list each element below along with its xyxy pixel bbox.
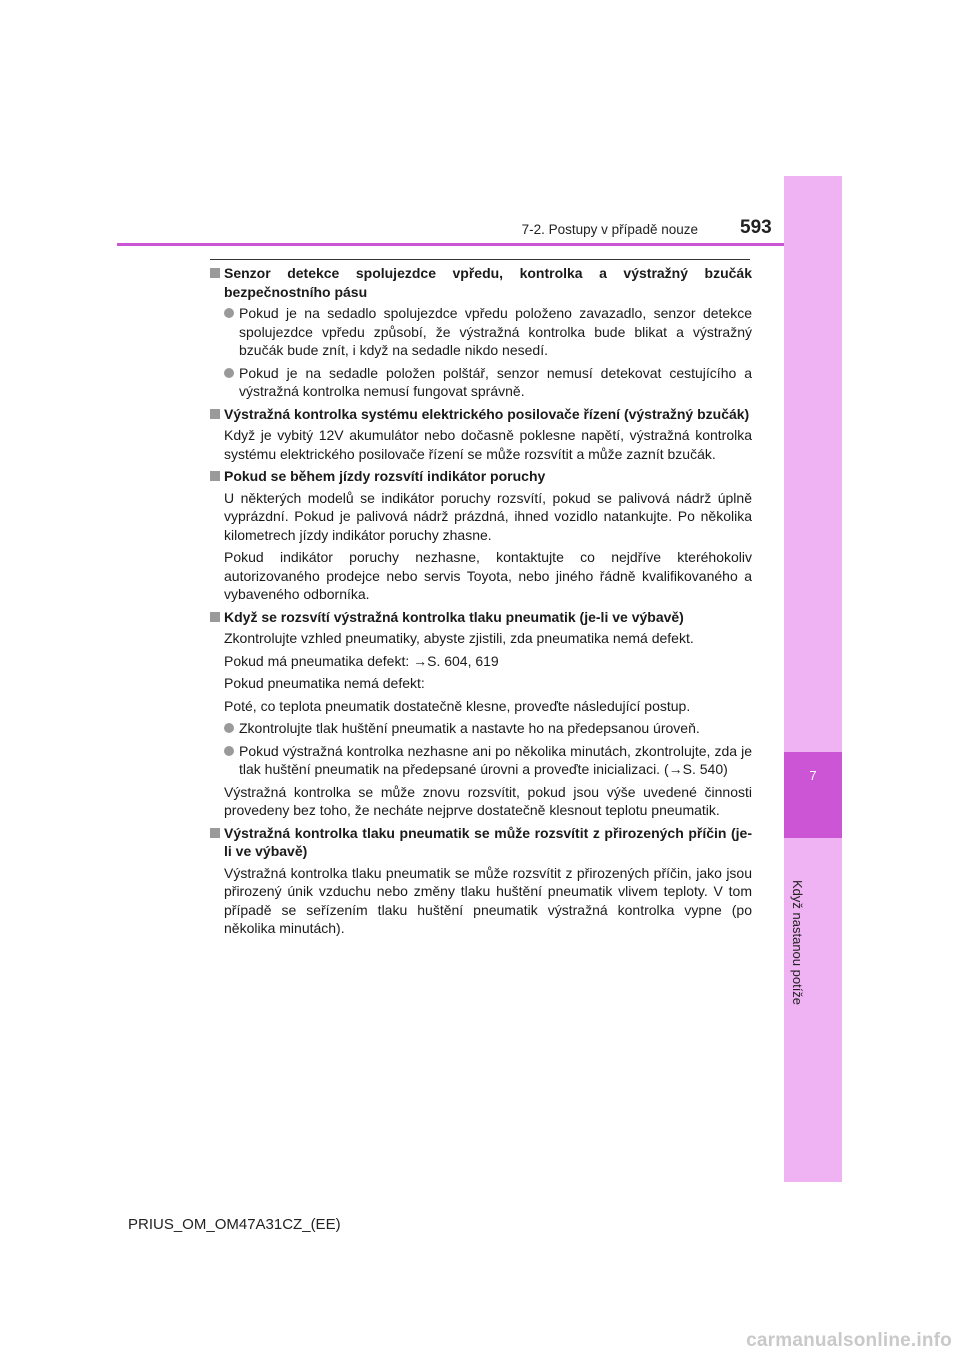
section-heading: Senzor detekce spolujezdce vpředu, kontrolka a výstražný bzučák bezpečnostního pásu [210, 264, 752, 301]
watermark: carmanualsonline.info [746, 1330, 952, 1351]
paragraph: Když je vybitý 12V akumulátor nebo dočasně poklesne napětí, výstražná kontrolka systému elektrického posilovače řízení se může rozsvítit a může zaznít bzučák. [224, 427, 752, 462]
page-number: 593 [740, 217, 772, 238]
header-rule [117, 243, 784, 246]
square-bullet-icon [210, 612, 220, 622]
square-bullet-icon [210, 471, 220, 481]
section-heading: Když se rozsvítí výstražná kontrolka tlaku pneumatik (je-li ve výbavě) [210, 608, 752, 627]
section-seatbelt-sensor [210, 264, 752, 401]
square-bullet-icon [210, 268, 220, 278]
section-heading: Pokud se během jízdy rozsvítí indikátor poruchy [210, 467, 752, 486]
bullet-item: Zkontrolujte tlak huštění pneumatik a nastavte ho na předepsanou úroveň. [210, 719, 752, 738]
paragraph: Pokud pneumatika nemá defekt: [224, 675, 425, 691]
square-bullet-icon [210, 828, 220, 838]
chapter-number: 7 [809, 768, 817, 783]
document-code: PRIUS_OM_OM47A31CZ_(EE) [128, 1216, 341, 1233]
chapter-active-marker [784, 752, 842, 838]
round-bullet-icon [224, 746, 234, 756]
section-title: 7-2. Postupy v případě nouze [521, 222, 698, 237]
paragraph: Výstražná kontrolka se může znovu rozsvítit, pokud jsou výše uvedené činnosti provedeny bez toho, že necháte nejprve dostatečně klesnout teplotu pneumatik. [224, 783, 752, 818]
round-bullet-icon [224, 308, 234, 318]
paragraph: Poté, co teplota pneumatik dostatečně klesne, proveďte následující postup. [224, 697, 691, 714]
bullet-item: Pokud výstražná kontrolka nezhasne ani po několika minutách, zkontrolujte, zda je tlak huštění pneumatik na předepsané úrovni a proveďte inicializaci. (→S. 540) [210, 742, 752, 779]
paragraph: Výstražná kontrolka tlaku pneumatik se může rozsvítit z přirozených příčin, jako jsou přirozený únik vzduchu nebo změny tlaku huštění pneumatik vlivem teploty. V tom případě se seřízením tlaku huštění pneumatik výstražná kontrolka vypne (po několika minutách). [224, 864, 752, 936]
section-power-steering-warning [210, 405, 752, 464]
chapter-sidebar-tab [784, 176, 842, 1182]
round-bullet-icon [224, 368, 234, 378]
square-bullet-icon [210, 409, 220, 419]
section-tire-pressure-natural-causes [210, 824, 752, 938]
section-heading: Výstražná kontrolka systému elektrického posilovače řízení (výstražný bzučák) [210, 405, 752, 424]
content-top-rule [210, 259, 750, 260]
section-malfunction-indicator [210, 467, 752, 604]
round-bullet-icon [224, 723, 234, 733]
paragraph: Pokud indikátor poruchy nezhasne, kontaktujte co nejdříve kteréhokoliv autorizovaného prodejce nebo servis Toyota, nebo jiného řádně kvalifikovaného a vybaveného odborníka. [224, 549, 752, 602]
bullet-item: Pokud je na sedadle položen polštář, senzor nemusí detekovat cestujícího a výstražná kontrolka nemusí fungovat správně. [210, 364, 752, 401]
chapter-title: Když nastanou potíže [790, 880, 805, 1006]
bullet-item: Pokud je na sedadlo spolujezdce vpředu položeno zavazadlo, senzor detekce spolujezdce vpředu způsobí, že výstražná kontrolka bude blikat a výstražný bzučák bude znít, i když na sedadle nikdo nesedí. [210, 304, 752, 360]
paragraph: Pokud má pneumatika defekt: →S. 604, 619 [224, 652, 499, 669]
page-content [210, 264, 752, 942]
paragraph: U některých modelů se indikátor poruchy rozsvítí, pokud se palivová nádrž úplně vyprázdní. Pokud je palivová nádrž prázdná, ihned vozidlo natankujte. Po několika kilometrech jízdy indikátor poruchy zhasne. [224, 489, 752, 543]
paragraph: Zkontrolujte vzhled pneumatiky, abyste zjistili, zda pneumatika nemá defekt. [224, 630, 694, 646]
section-tire-pressure-warning [210, 608, 752, 820]
section-heading: Výstražná kontrolka tlaku pneumatik se může rozsvítit z přirozených příčin (je-li ve výbavě) [210, 824, 752, 861]
